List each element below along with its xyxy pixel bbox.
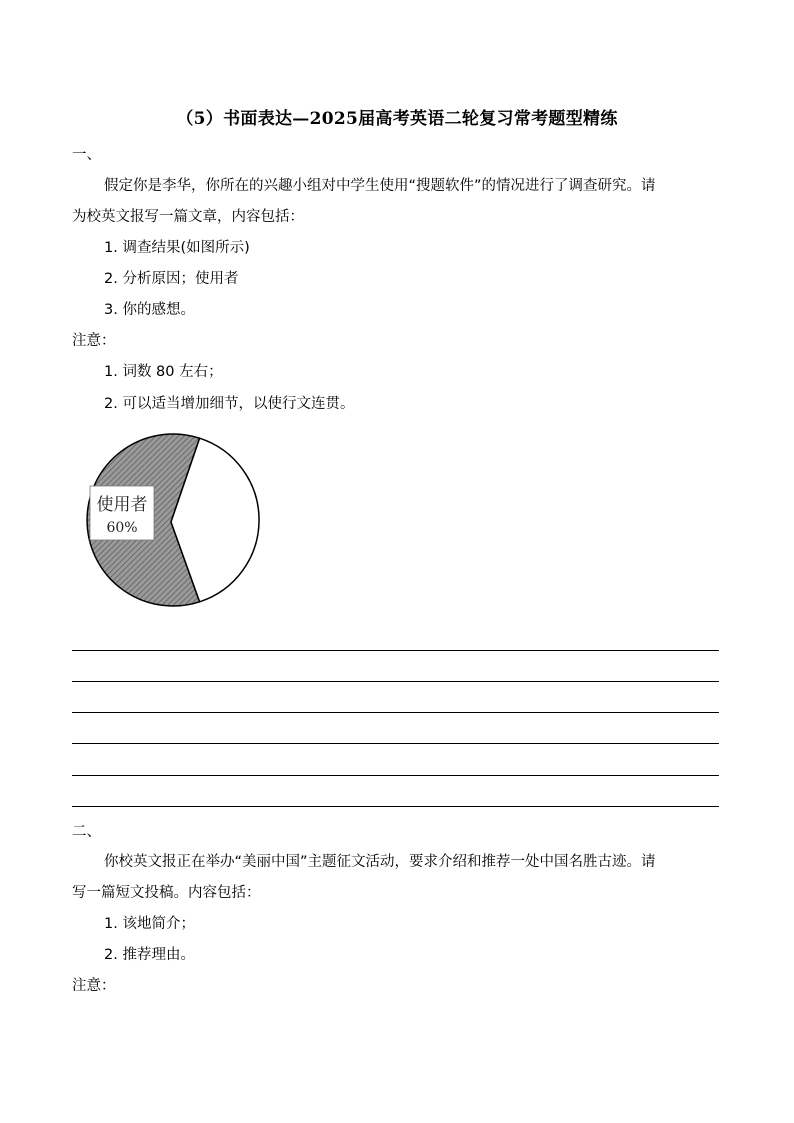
section-2-item-2: 2. 推荐理由。	[104, 947, 195, 963]
section-2-heading: 二、	[72, 824, 101, 840]
answer-line[interactable]	[72, 681, 719, 682]
pie-slice-value-label: 60%	[106, 520, 138, 536]
answer-line[interactable]	[72, 806, 719, 807]
section-1-item-2: 2. 分析原因；使用者	[104, 271, 239, 287]
answer-line[interactable]	[72, 650, 719, 651]
section-1-prompt-line-1: 假定你是李华，你所在的兴趣小组对中学生使用“搜题软件”的情况进行了调查研究。请	[104, 178, 656, 194]
section-1-note-heading: 注意：	[72, 333, 116, 349]
answer-line[interactable]	[72, 775, 719, 776]
pie-slice-label: 使用者	[96, 495, 148, 515]
section-2-prompt-line-1: 你校英文报正在举办“美丽中国”主题征文活动，要求介绍和推荐一处中国名胜古迹。请	[104, 854, 656, 870]
section-2-note-heading: 注意：	[72, 978, 116, 994]
pie-chart	[84, 428, 264, 614]
section-1-note-1: 1. 词数 80 左右；	[104, 364, 223, 380]
answer-line[interactable]	[72, 712, 719, 713]
section-1-item-1: 1. 调查结果(如图所示)	[104, 240, 250, 256]
section-1-prompt-line-2: 为校英文报写一篇文章，内容包括：	[72, 209, 304, 225]
section-2-prompt-line-2: 写一篇短文投稿。内容包括：	[72, 885, 261, 901]
section-1-heading: 一、	[72, 147, 101, 163]
section-1-item-3: 3. 你的感想。	[104, 302, 195, 318]
answer-line[interactable]	[72, 743, 719, 744]
section-2-item-1: 1. 该地简介；	[104, 916, 195, 932]
page-title: （5）书面表达—2025届高考英语二轮复习常考题型精练	[176, 109, 618, 129]
section-1-note-2: 2. 可以适当增加细节，以使行文连贯。	[104, 396, 355, 412]
